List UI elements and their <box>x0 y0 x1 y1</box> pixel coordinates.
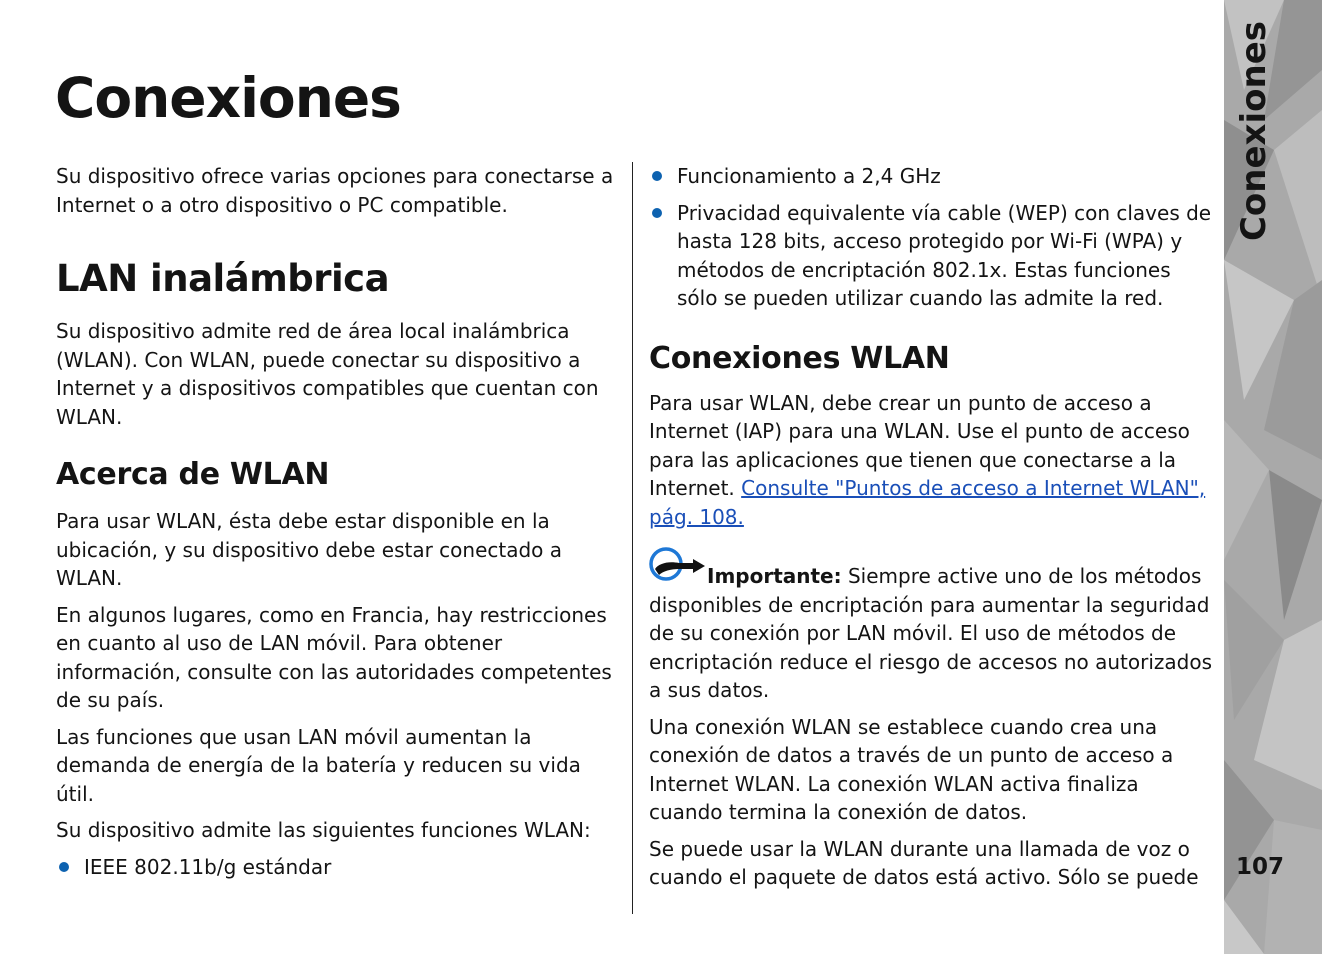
important-label: Importante: <box>707 564 842 588</box>
sidebar-section-title-box <box>1231 20 1277 242</box>
column-divider <box>632 162 633 914</box>
intro-paragraph: Su dispositivo ofrece varias opciones para conectarse a Internet o a otro dispositivo o PC compatible. <box>56 164 614 217</box>
conexiones-text: Para usar WLAN, debe crear un punto de acceso a Internet (IAP) para una WLAN. Use el punto de acceso para las aplicaciones que tienen que conectarse a la Internet. <box>649 390 1190 500</box>
important-text: Siempre active uno de los métodos disponibles de encriptación para aumentar la seguridad de su conexión por LAN móvil. El uso de métodos de encriptación reduce el riesgo de accesos no autorizados a sus datos. <box>649 564 1213 702</box>
acerca-paragraph-3: Las funciones que usan LAN móvil aumentan la demanda de energía de la batería y reducen su vida útil. <box>56 724 581 806</box>
acerca-paragraph-2: En algunos lugares, como en Francia, hay restricciones en cuanto al uso de LAN móvil. Para obtener información, consulte con las autoridades competentes de su país. <box>56 602 612 712</box>
conexiones-paragraph-3: Se puede usar la WLAN durante una llamada de voz o cuando el paquete de datos está activo. Sólo se puede <box>649 836 1199 889</box>
feature-list-right <box>649 162 1214 313</box>
right-column <box>649 162 1214 900</box>
conexiones-paragraph-1 <box>649 389 1214 532</box>
heading-conexiones-wlan: Conexiones WLAN <box>649 340 950 376</box>
page-title: Conexiones <box>55 66 401 130</box>
page-number: 107 <box>1236 854 1285 880</box>
list-item: Funcionamiento a 2,4 GHz <box>649 162 1214 191</box>
important-note-icon <box>649 545 707 587</box>
sidebar-section-title: Conexiones <box>1234 20 1274 242</box>
cross-reference-link[interactable]: Consulte "Puntos de acceso a Internet WLAN", pág. 108. <box>649 476 1206 529</box>
list-item: Privacidad equivalente vía cable (WEP) con claves de hasta 128 bits, acceso protegido por Wi-Fi (WPA) y métodos de encriptación 802.1x. Estas funciones sólo se pueden utilizar cuando las admite la red. <box>649 199 1214 313</box>
heading-acerca-de-wlan: Acerca de WLAN <box>56 457 330 492</box>
left-column <box>56 162 621 889</box>
conexiones-paragraph-2: Una conexión WLAN se establece cuando crea una conexión de datos a través de un punto de acceso a Internet WLAN. La conexión WLAN activa finaliza cuando termina la conexión de datos. <box>649 714 1174 824</box>
list-item: IEEE 802.11b/g estándar <box>56 853 621 882</box>
acerca-paragraph-4: Su dispositivo admite las siguientes funciones WLAN: <box>56 818 591 842</box>
feature-list-left <box>56 853 621 882</box>
lan-paragraph: Su dispositivo admite red de área local inalámbrica (WLAN). Con WLAN, puede conectar su dispositivo a Internet y a dispositivos compatibles que cuentan con WLAN. <box>56 319 599 429</box>
important-note <box>649 545 1214 705</box>
acerca-paragraph-1: Para usar WLAN, ésta debe estar disponible en la ubicación, y su dispositivo debe estar conectado a WLAN. <box>56 509 563 590</box>
heading-lan-inalambrica: LAN inalámbrica <box>56 257 390 300</box>
